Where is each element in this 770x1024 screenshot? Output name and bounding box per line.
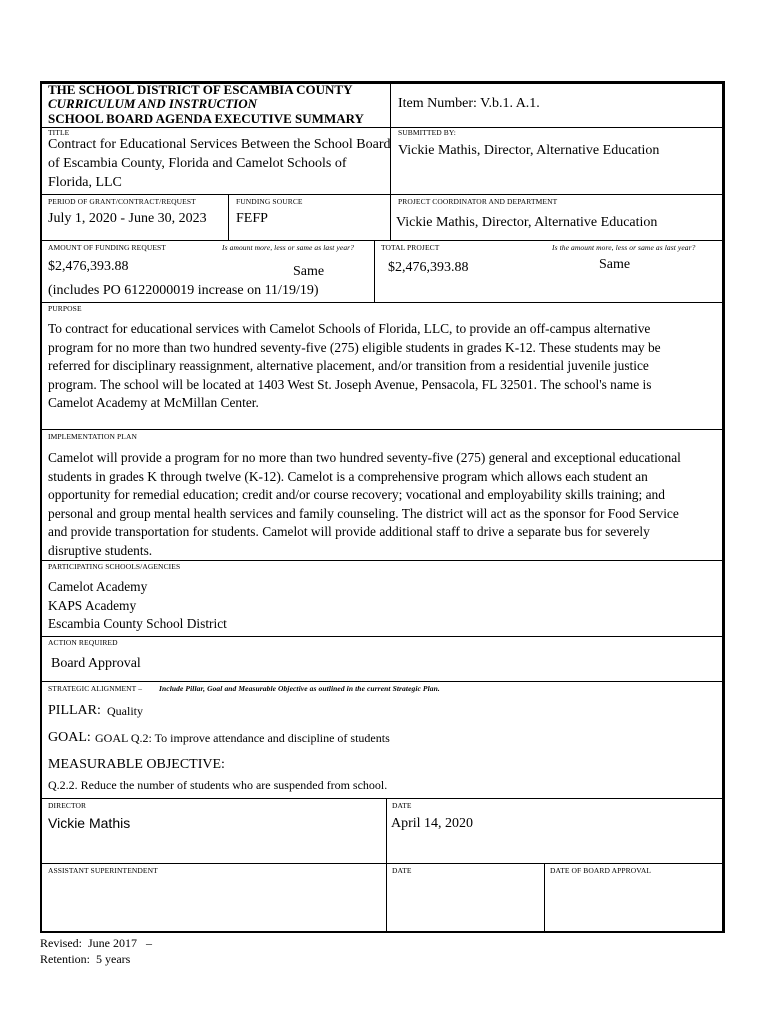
- action-label: ACTION REQUIRED: [48, 638, 118, 647]
- objective-label: MEASURABLE OBJECTIVE:: [48, 757, 225, 772]
- purpose-line: Camelot Academy at McMillan Center.: [48, 395, 259, 411]
- title-label: TITLE: [48, 128, 70, 137]
- participating-item: Camelot Academy: [48, 579, 148, 594]
- district-name: THE SCHOOL DISTRICT OF ESCAMBIA COUNTY: [48, 82, 353, 97]
- project-coordinator-value: Vickie Mathis, Director, Alternative Education: [396, 215, 658, 230]
- department-name: CURRICULUM AND INSTRUCTION: [48, 96, 257, 111]
- participating-list: [48, 578, 720, 634]
- amount-comparison: Same: [293, 264, 325, 279]
- implementation-line: personal and group mental health services and family counseling. The district will act as the sponsor for Food Service: [48, 505, 679, 521]
- purpose-line: To contract for educational services with Camelot Schools of Florida, LLC, to provide an off-campus alternative: [48, 321, 651, 336]
- director-signature: Vickie Mathis: [48, 815, 131, 831]
- title-line: of Escambia County, Florida and Camelot Schools of: [48, 156, 347, 171]
- implementation-line: disruptive students.: [48, 542, 153, 558]
- participating-item: Escambia County School District: [48, 616, 227, 632]
- submitted-by-value: Vickie Mathis, Director, Alternative Education: [398, 143, 660, 158]
- purpose-text: [48, 320, 720, 413]
- action-value: Board Approval: [51, 656, 141, 671]
- pillar-label: PILLAR:: [48, 703, 101, 718]
- funding-source-value: FEFP: [236, 211, 268, 226]
- director-date-value: April 14, 2020: [391, 816, 474, 831]
- strategic-note: Include Pillar, Goal and Measurable Objective as outlined in the current Strategic Plan.: [159, 684, 440, 693]
- objective-value: Q.2.2. Reduce the number of students who are suspended from school.: [48, 778, 388, 792]
- amount-question: Is amount more, less or same as last year?: [222, 243, 355, 252]
- director-date-label: DATE: [392, 801, 412, 810]
- period-value: July 1, 2020 - June 30, 2023: [48, 211, 207, 226]
- implementation-label: IMPLEMENTATION PLAN: [48, 432, 138, 441]
- purpose-label: PURPOSE: [48, 304, 82, 313]
- submitted-by-label: SUBMITTED BY:: [398, 128, 456, 137]
- implementation-line: students in grades K through twelve (K-12). Camelot is a comprehensive program which allows each student an: [48, 468, 648, 484]
- funding-source-label: FUNDING SOURCE: [236, 197, 303, 206]
- strategic-label: STRATEGIC ALIGNMENT –: [48, 684, 143, 693]
- total-project-label: TOTAL PROJECT: [381, 243, 440, 252]
- implementation-line: Camelot will provide a program for no more than two hundred seventy-five (275) general and exceptional educational: [48, 450, 681, 465]
- title-line: Contract for Educational Services Between the School Board: [48, 137, 391, 152]
- participating-item: KAPS Academy: [48, 597, 137, 613]
- total-project-value: $2,476,393.88: [388, 260, 469, 275]
- item-number: Item Number: V.b.1. A.1.: [398, 96, 540, 111]
- participating-label: PARTICIPATING SCHOOLS/AGENCIES: [48, 562, 181, 571]
- project-coordinator-label: PROJECT COORDINATOR AND DEPARTMENT: [398, 197, 558, 206]
- purpose-line: program. The school will be located at 1403 West St. Joseph Avenue, Pensacola, FL 32501. The school's name is: [48, 376, 652, 392]
- amount-note: (includes PO 6122000019 increase on 11/19/19): [48, 283, 319, 298]
- implementation-line: and provide transportation for students. Camelot will provide additional staff to drive a separate bus for severely: [48, 524, 650, 540]
- period-label: PERIOD OF GRANT/CONTRACT/REQUEST: [48, 197, 196, 206]
- assistant-superintendent-label: ASSISTANT SUPERINTENDENT: [48, 866, 158, 875]
- implementation-line: opportunity for remedial education; credit and/or course recovery; vocational and employability skills training; and: [48, 487, 665, 503]
- purpose-line: referred for disciplinary reassignment, alternative placement, and/or transition from a residential juvenile justice: [48, 358, 649, 374]
- document-title: SCHOOL BOARD AGENDA EXECUTIVE SUMMARY: [48, 111, 364, 126]
- assistant-date-label: DATE: [392, 866, 412, 875]
- revised-note: Revised: June 2017 –: [40, 936, 152, 950]
- goal-value: GOAL Q.2: To improve attendance and discipline of students: [95, 731, 390, 745]
- board-approval-date-label: DATE OF BOARD APPROVAL: [550, 866, 652, 875]
- goal-label: GOAL:: [48, 730, 91, 745]
- title-line: Florida, LLC: [48, 175, 122, 190]
- pillar-value: Quality: [107, 704, 143, 718]
- total-project-question: Is the amount more, less or same as last year?: [552, 243, 696, 252]
- total-project-comparison: Same: [599, 257, 631, 272]
- amount-label: AMOUNT OF FUNDING REQUEST: [48, 243, 166, 252]
- director-label: DIRECTOR: [48, 801, 87, 810]
- retention-note: Retention: 5 years: [40, 952, 131, 966]
- implementation-text: [48, 449, 720, 561]
- amount-value: $2,476,393.88: [48, 259, 129, 274]
- purpose-line: program for no more than two hundred seventy-five (275) eligible students in grades K-12. These students may be: [48, 339, 661, 355]
